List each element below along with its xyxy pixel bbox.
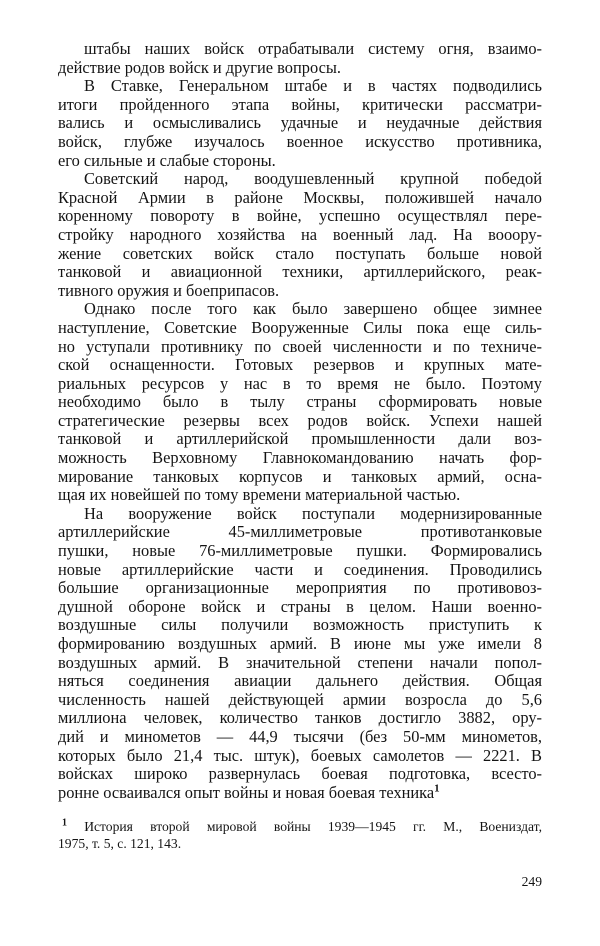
footnote (58, 818, 542, 852)
page-number: 249 (521, 874, 542, 889)
text-line: наступление, Советские Вооруженные Силы пока еще силь- (58, 318, 542, 337)
text-line: войск, глубже изучалось военное искусство противника, (58, 132, 542, 151)
text-line: воздушных армий. В значительной степени начали попол- (58, 653, 542, 672)
text-line: войсках широко развернулась боевая подготовка, всесто- (58, 765, 542, 784)
text-line: щая их новейшей по тому времени материальной частью. (58, 486, 461, 505)
footnote-marker: 1 (62, 818, 67, 829)
text-line: дий и минометов — 44,9 тысячи (без 50-мм минометов, (58, 727, 542, 746)
text-line: которых было 21,4 тыс. штук), боевых самолетов — 2221. В (58, 746, 542, 765)
text-line: Однако после того как было завершено общее зимнее (84, 300, 542, 319)
text-line: численность нашей действующей армии возросла до 5,6 (58, 690, 542, 709)
text-line: большие организационные мероприятия по противовоз- (58, 579, 542, 598)
text-line: коренному повороту в войне, успешно осуществлял пере- (58, 207, 542, 226)
text-line: пушки, новые 76-миллиметровые пушки. Формировались (58, 542, 542, 561)
text-line: его сильные и слабые стороны. (58, 151, 276, 170)
text-line: новые артиллерийские части и соединения. Проводились (58, 560, 542, 579)
text-line: Советский народ, воодушевленный крупной победой (84, 170, 542, 189)
text-line: танковой и артиллерийской промышленности дали воз- (58, 430, 542, 449)
paragraph (58, 170, 542, 300)
text-line: необходимо было в тылу страны сформировать новые (58, 393, 542, 412)
paragraph (58, 300, 542, 505)
text-line: формированию воздушных армий. В июне мы уже имели 8 (58, 635, 542, 653)
paragraph (58, 40, 542, 77)
text-line: но уступали противнику по своей численности и по техниче- (58, 337, 542, 356)
text-line: миллиона человек, количество танков достигло 3882, ору- (58, 709, 542, 728)
text-line: можность Верховному Главнокомандованию начать фор- (58, 449, 542, 468)
text-line (58, 784, 542, 803)
body-text (58, 40, 542, 802)
footnote-text: История второй мировой войны 1939—1945 гг. М., Воениздат, (67, 819, 542, 834)
paragraph (58, 505, 542, 803)
text-line: воздушные силы получили возможность приступить к (58, 616, 542, 635)
footnote-line: 1975, т. 5, с. 121, 143. (58, 836, 182, 851)
paragraph (58, 77, 542, 170)
text-line: танковой и авиационной техники, артиллерийского, реак- (58, 263, 542, 282)
text-line: Красной Армии в районе Москвы, положившей начало (58, 188, 542, 207)
text-line: душной обороне войск и страны в целом. Наши военно- (58, 597, 542, 616)
text-line: жение советских войск стало поступать больше новой (58, 244, 542, 263)
text-line: вались и осмысливались удачные и неудачные действия (58, 114, 542, 133)
text-line: стратегические резервы всех родов войск. Успехи нашей (58, 411, 542, 430)
text-line: няться соединения авиации дальнего действия. Общая (58, 672, 542, 691)
text-line: итоги пройденного этапа войны, критически рассматри- (58, 95, 542, 114)
text-line: На вооружение войск поступали модернизированные (84, 504, 542, 523)
text-line: стройку народного хозяйства на военный лад. На вооору- (58, 225, 542, 244)
text-line: штабы наших войск отрабатывали систему огня, взаимо- (84, 40, 542, 58)
text-line: действие родов войск и другие вопросы. (58, 58, 341, 77)
text-line: В Ставке, Генеральном штабе и в частях подводились (84, 77, 542, 96)
text-line: ской оснащенности. Готовых резервов и крупных мате- (58, 356, 542, 375)
footnote-reference[interactable]: 1 (434, 783, 440, 795)
text-line: тивного оружия и боеприпасов. (58, 281, 280, 300)
text-line-content: ронне осваивался опыт войны и новая боевая техника (58, 783, 435, 802)
footnote-line (58, 818, 542, 835)
text-line: артиллерийские 45-миллиметровые противотанковые (58, 523, 542, 542)
text-line: мирование танковых корпусов и танковых армий, осна- (58, 467, 542, 486)
text-line: риальных ресурсов у нас в то время не было. Поэтому (58, 374, 542, 393)
